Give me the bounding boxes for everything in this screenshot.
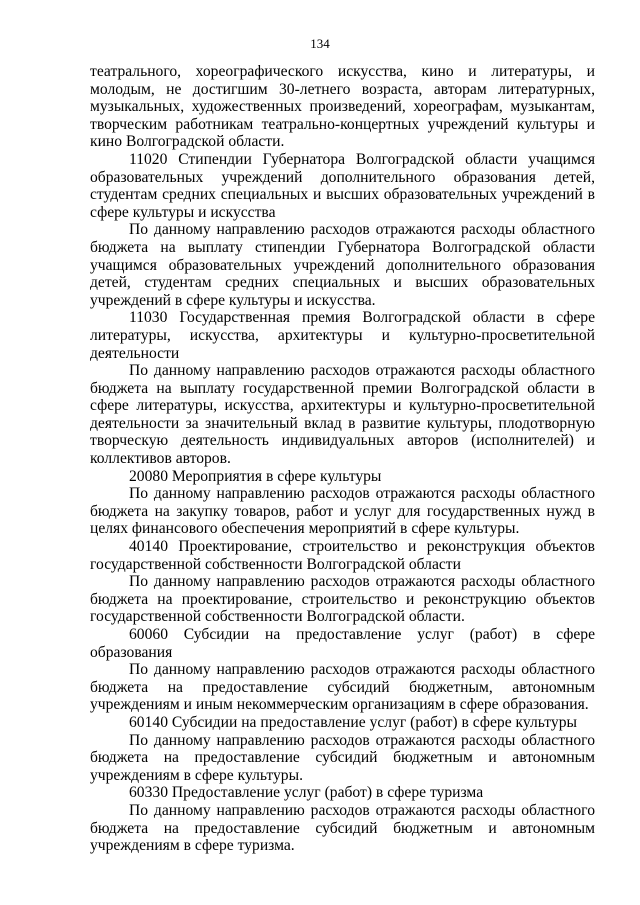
heading-60140: 60140 Субсидии на предоставление услуг (работ) в сфере культуры [129, 713, 577, 731]
page-number: 134 [310, 36, 330, 51]
paragraph-60330-description: По данному направлению расходов отражаются расходы областного бюджета на предоставление субсидий бюджетным и автономным учреждениям в сфере туризма. [90, 801, 595, 855]
heading-11020: 11020 Стипендии Губернатора Волгоградской области учащимся образовательных учреждений дополнительного образования детей, студентам средних специальных и высших образовательных учреждений в сфере культуры и искусства [90, 150, 595, 221]
paragraph-11020-description: По данному направлению расходов отражаются расходы областного бюджета на выплату стипендии Губернатора Волгоградской области учащимся образовательных учреждений дополнительного образования детей, студентам средних специальных и высших образовательных учреждений в сфере культуры и искусства. [90, 221, 595, 309]
paragraph-60060-description: По данному направлению расходов отражаются расходы областного бюджета на предоставление субсидий бюджетным, автономным учреждениям и иным некоммерческим организациям в сфере образования. [90, 661, 595, 714]
paragraph-60140-description: По данному направлению расходов отражаются расходы областного бюджета на предоставление субсидий бюджетным и автономным учреждениям в сфере культуры. [90, 731, 595, 784]
paragraph-continuation: театрального, хореографического искусства, кино и литературы, и молодым, не достигшим 30-летнего возраста, авторам литературных, музыкальных, художественных произведений, хореографам, музыкантам, творческим работникам театрально-концертных учреждений культуры и кино Волгоградской области. [90, 63, 595, 151]
heading-40140: 40140 Проектирование, строительство и реконструкция объектов государственной собственности Волгоградской области [90, 538, 595, 573]
heading-20080: 20080 Мероприятия в сфере культуры [129, 467, 382, 485]
heading-11030: 11030 Государственная премия Волгоградской области в сфере литературы, искусства, архитектуры и культурно-просветительной деятельности [90, 309, 595, 362]
document-body [90, 63, 595, 855]
paragraph-40140-description: По данному направлению расходов отражаются расходы областного бюджета на проектирование, строительство и реконструкцию объектов государственной собственности Волгоградской области. [90, 573, 595, 626]
paragraph-11030-description: По данному направлению расходов отражаются расходы областного бюджета на выплату государственной премии Волгоградской области в сфере литературы, искусства, архитектуры и культурно-просветительной деятельности за значительный вклад в развитие культуры, плодотворную творческую деятельность индивидуальных авторов (исполнителей) и коллективов авторов. [90, 362, 595, 468]
heading-60330: 60330 Предоставление услуг (работ) в сфере туризма [129, 784, 484, 802]
heading-60060: 60060 Субсидии на предоставление услуг (работ) в сфере образования [90, 626, 595, 661]
paragraph-20080-description: По данному направлению расходов отражаются расходы областного бюджета на закупку товаров, работ и услуг для государственных нужд в целях финансового обеспечения мероприятий в сфере культуры. [90, 485, 595, 538]
